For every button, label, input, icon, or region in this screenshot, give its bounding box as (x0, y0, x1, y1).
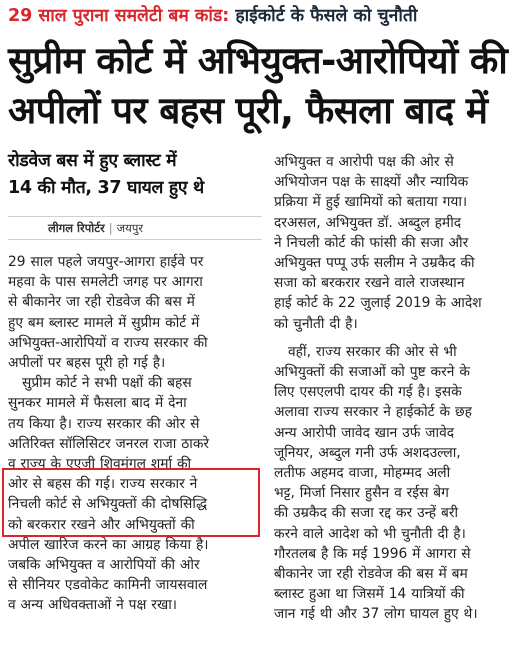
right-column (274, 152, 514, 625)
headline (8, 36, 514, 136)
body-line: सजा को बरकरार रखने वाले राजस्थान (274, 275, 465, 292)
body-line: बीकानेर जा रही रोडवेज की बस में बम (274, 566, 468, 583)
body-line: भट्ट, मिर्जा निसार हुसैन व रईस बेग (274, 485, 449, 502)
byline-location: जयपुर (116, 221, 144, 235)
body-line: को चुनौती दी है। (274, 315, 358, 332)
subheadline-line-1: रोडवेज बस में हुए ब्लास्ट में (8, 151, 177, 171)
headline-line-2: अपीलों पर बहस पूरी, फैसला बाद में (8, 89, 488, 132)
kicker-subtopic: हाईकोर्ट के फैसले को चुनौती (235, 6, 418, 26)
body-line: को बरकरार रखने और अभियुक्तों की (8, 516, 195, 533)
subheadline (8, 148, 262, 202)
body-line: जान गई थी और 37 लोग घायल हुए थे। (274, 606, 478, 623)
body-line-highlighted: निचली कोर्ट से अभियुक्तों की दोषसिद्धि (8, 496, 207, 513)
body-line: जबकि अभियुक्त व आरोपियों की ओर (8, 557, 200, 574)
subheadline-line-2: 14 की मौत, 37 घायल हुए थे (8, 178, 204, 198)
body-line: अन्य आरोपी जावेद खान उर्फ जावेद (274, 424, 455, 441)
body-line: से सीनियर एडवोकेट कामिनी जायसवाल (8, 577, 208, 594)
body-line: सुप्रीम कोर्ट ने सभी पक्षों की बहस (22, 375, 192, 392)
body-line: हाई कोर्ट के 22 जुलाई 2019 के आदेश (274, 295, 482, 312)
body-line: अतिरिक्त सॉलिसिटर जनरल राजा ठाकरे (8, 435, 210, 452)
byline-separator: | (108, 221, 113, 235)
body-line: लिए एसएलपी दायर की गई है। इसके (274, 384, 462, 401)
body-line: अभियोजन पक्ष के साक्ष्यों और न्यायिक (274, 174, 469, 191)
body-line: अपील खारिज करने का आग्रह किया है। (8, 536, 209, 553)
body-line: महवा के पास समलेटी जगह पर आगरा (8, 274, 203, 291)
byline-author: लीगल रिपोर्टर (48, 221, 105, 235)
body-line: अभियुक्त व आरोपी पक्ष की ओर से (274, 154, 454, 170)
byline (8, 216, 262, 240)
body-line: ब्लास्ट हुआ था जिसमें 14 यात्रियों की (274, 586, 465, 603)
body-line: वहीं, राज्य सरकार की ओर से भी (288, 343, 457, 360)
body-line: से बीकानेर जा रही रोडवेज की बस में (8, 294, 195, 311)
body-line: प्रक्रिया में हुई खामियों को बताया गया। (274, 194, 468, 211)
body-line: दरअसल, अभियुक्त डॉ. अब्दुल हमीद (274, 214, 462, 231)
body-line: की उम्रकैद की सजा रद्द कर उन्हें बरी (274, 505, 459, 522)
body-line: ने निचली कोर्ट की फांसी की सजा और (274, 234, 469, 251)
body-line: हुए बम ब्लास्ट मामले में सुप्रीम कोर्ट में (8, 314, 200, 331)
left-column (8, 148, 262, 616)
body-line: जूनियर, अब्दुल गनी उर्फ अशदउल्ला, (274, 444, 461, 461)
body-line: सुनकर मामले में फैसला बाद में देना (8, 395, 187, 412)
body-line: करने वाले आदेश को भी चुनौती दी है। (274, 525, 466, 542)
body-line: अभियुक्तों की सजाओं को पुष्ट करने के (274, 364, 470, 381)
body-line: अभियुक्त-आरोपियों व राज्य सरकार की (8, 334, 208, 351)
body-line: लतीफ अहमद वाजा, मोहम्मद अली (274, 465, 451, 482)
body-line-highlighted: व राज्य के एएजी शिवमंगल शर्मा की (8, 456, 192, 473)
body-line: अलावा राज्य सरकार ने हाईकोर्ट के छह (274, 404, 472, 421)
body-line: 29 साल पहले जयपुर-आगरा हाईवे पर (8, 254, 204, 270)
left-body (8, 252, 262, 616)
body-line: अपीलों पर बहस पूरी हो गई है। (8, 355, 166, 372)
body-line: व अन्य अधिवक्ताओं ने पक्ष रखा। (8, 597, 178, 614)
headline-line-1: सुप्रीम कोर्ट में अभियुक्त-आरोपियों की (8, 39, 508, 82)
body-line-highlighted: ओर से बहस की गई। राज्य सरकार ने (8, 476, 198, 493)
body-line: गौरतलब है कि मई 1996 में आगरा से (274, 545, 471, 562)
body-line: तय किया है। राज्य सरकार की ओर से (8, 415, 200, 432)
kicker (8, 4, 514, 28)
body-line: अभियुक्त पप्पू उर्फ सलीम ने उम्रकैद की (274, 255, 475, 272)
kicker-topic: 29 साल पुराना समलेटी बम कांड: (8, 6, 230, 26)
